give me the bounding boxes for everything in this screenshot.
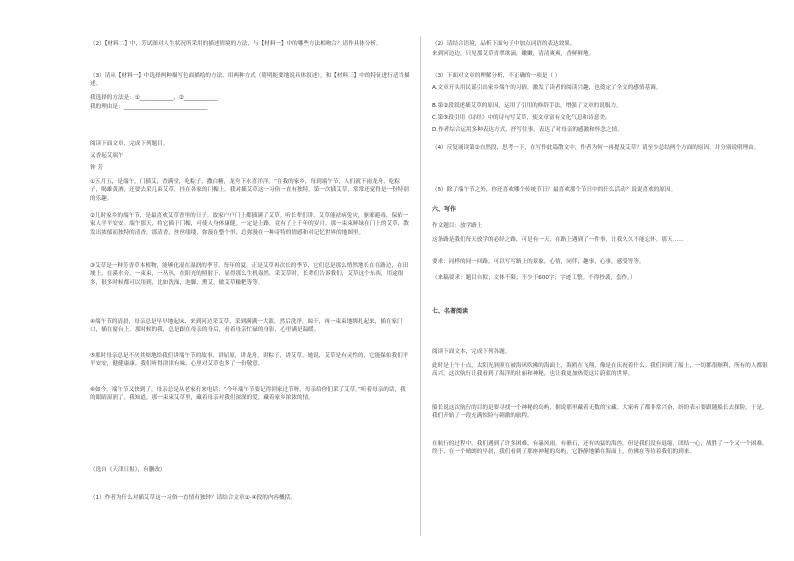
essay-title: 作文题目：放学路上 [432,223,483,229]
option-d: D.作者综合运用多种表达方式，抒写往事，表达了对母亲的感激和怀念之情。 [432,127,623,133]
paragraph-1: ①五月五，是端午，门插艾，香满堂，吃粽子，撒白糖，龙舟下水喜洋洋。“在我的家乡，每到端午节，人们就下雨龙舟，吃粽子，喝雄黄酒，还要去采几束艾草，挂在各家的门楣上。我对插艾草这一习俗一直有独特，第一次插艾草，常常还觉得是一份特别的乐趣。 [90,179,409,202]
article-title: 又香起艾端午 [90,153,124,159]
article-author: 钟 芳 [90,165,103,171]
paragraph-3: ③艾草是一种芳香草本植物，能够化湿在湿润的季节，每年的夏，正是艾草再次长的季节，它们总是那么悄然地长在在路边，在田埂上，在溪水旁，一束束，一丛丛，在阳光的照射下，显得那么生机盎然。采艾草时，长辈们告诉我们，艾草这个东西，用途很多，很多时候都可以用到，比如洗澡，泡脚，熏艾，做艾草糍粑等等。 [90,263,409,286]
column-divider [420,36,421,536]
essay-body: 这条路是我们每天放学的必经之路，可是有一天，在路上遇到了一件事，让我久久不能忘怀。那天…… [432,237,684,243]
left-column [90,0,410,561]
essay-requirements: 要求：同样的同一回路，可以写写路上的景象，心情，同伴，趣事，心事，感受等等。 [432,259,645,265]
reading-2-paragraph-3: 在航行的过程中，我们遇到了许多困难，有暴风雨，有礁石，还有凶猛的海兽。但是我们没有退缩，团结一心，战胜了一个又一个困难。终于，在一个晴朗的早晨，我们看到了那座神秘的岛屿，它静静地躺在海面上，仿佛在等待着我们的到来。 [432,441,768,456]
question-3-answer-reason: 我的理由是：______________________________ [90,104,208,110]
question-2: （2）【材料二】中，芳试图对人生状况所采用的描述情境的方法，与【材料一】中的哪些方法相吻合？请作具体分析。 [90,41,382,47]
question-3-answer-methods: 我选择的方法是：①____________，②____________ [90,95,218,101]
paragraph-6: ⑥如今，端午节又快到了，母亲总是从老家打来电话：“今年端午节要记得回家过节呀，母亲给你们采了艾草。”听着母亲的话，我的眼睛湿润了。我知道，那一束束艾草里，藏着母亲对我们深深的爱，藏着家乡浓浓的情。 [90,387,406,402]
reading-intro: 阅读下面文章，完成下列题目。 [90,141,169,147]
reading-2-intro: 阅读下面文本，完成下列各题。 [432,349,511,355]
question-3: （3）请从【材料一】中选择两种描写色面描绘的方法，用两种方式（简明扼要地说具体叙述），和【材料三】中的特征进行适当描述。 [90,73,410,88]
option-c: C.第⑤段引用《诗经》中的诗句写艾草，使文章富有文化气息和诗意美。 [432,115,611,121]
question-3-right: （3）下面对文章的理解分析，不正确的一项是（ ） [432,73,561,79]
right-column [432,0,772,561]
paragraph-5: ⑤那时母亲总是不厌其烦地给我们讲端午节的故事，讲屈原，讲龙舟，讲粽子，讲艾草。她说，艾草是有灵性的，它能保佑我们平平安安，健健康康。我们听得津津有味，心里对艾草也多了一份敬意。 [90,353,409,368]
reading-2-paragraph-1: 此时是上午十点，太阳光斜照在被海风吹拂的海面上，海鸥在飞翔，像是在庆祝着什么。我们回到了船上，一切都很顺利，所有的人都很高兴。这次航行让我看到了海洋的壮丽和神秘，也让我更加热爱这片蔚蓝的世界。 [432,363,768,378]
question-2-sentence: 来到河边边，只见那艾草青翠欲滴，嫩嫩，清清爽爽，香鲜鲜地。 [432,51,595,57]
section-six-heading: 六、写作 [432,206,457,213]
article-source: （选自《天津日报》，有删改） [90,467,166,473]
option-b: B.第②段叙述插艾草的原因，运用了引用的修辞手法，增强了文章的说服力。 [432,103,622,109]
question-1: （1）作者为什么对插艾草这一习俗一直情有独钟？请结合文章①-④段的内容概括。 [90,495,296,501]
question-4: （4）反复诵读第②自然段，思考一下，在写作此篇散文中，作者为何一再提及艾草？请至少总结两个方面的原因，并分别说明理由。 [432,145,760,151]
question-2-right: （2）请结合语境，品析下面句子中加点词语的表达效果。 [432,41,576,47]
question-5: （5）除了端午节之外，你还喜欢哪个传统节日？最喜欢那个节日中的什么活动？说说喜欢的原因。 [432,187,677,193]
option-a: A.文章开头用民谣引出家乡端午的习俗，激发了读者的阅读兴趣，也奠定了全文的感情基调。 [432,85,662,91]
section-seven-heading: 七、名著阅读 [432,308,469,315]
paragraph-2: ②儿时家乡的端午节，是最喜欢艾草香里的日子。故家户户门上都插满了艾草。听长辈们讲，艾草能祛病免灾，驱邪避毒，保佑一家人平平安安。端午那天，将它插于门楣，可使人身体康健。一定是上路，竟有了上千年的岁月。那一束束鲜绿在门上的艾草，散发出浓郁而独特的清香，那清香，丝丝缕缕，弥漫在整个里，总弥漫在一种奇特的情感和对记忆世界的地图里。 [90,213,409,236]
reading-2-paragraph-2: 船长说这次航行的目的是要寻找一个神秘的岛屿，据说那里藏着无数的宝藏。大家听了都非常兴奋，纷纷表示要跟随船长去探险。于是，我们开始了一段充满惊险与刺激的旅程。 [432,405,768,420]
paragraph-4: ④端午节的清晨，母亲总是早早地起床，来到河边采艾草，采到满满一大篮，然后洗净，晾干，再一束束地绑扎起来，插在家门口，插在窗台上。那时候的我，总是跟在母亲的身后，看着母亲忙碌的身影，心里满是温暖。 [90,319,403,334]
essay-note: （来稿要求：题目自拟；文体不限；不少于600字；字迹工整。不得抄袭，套作。） [432,275,636,281]
